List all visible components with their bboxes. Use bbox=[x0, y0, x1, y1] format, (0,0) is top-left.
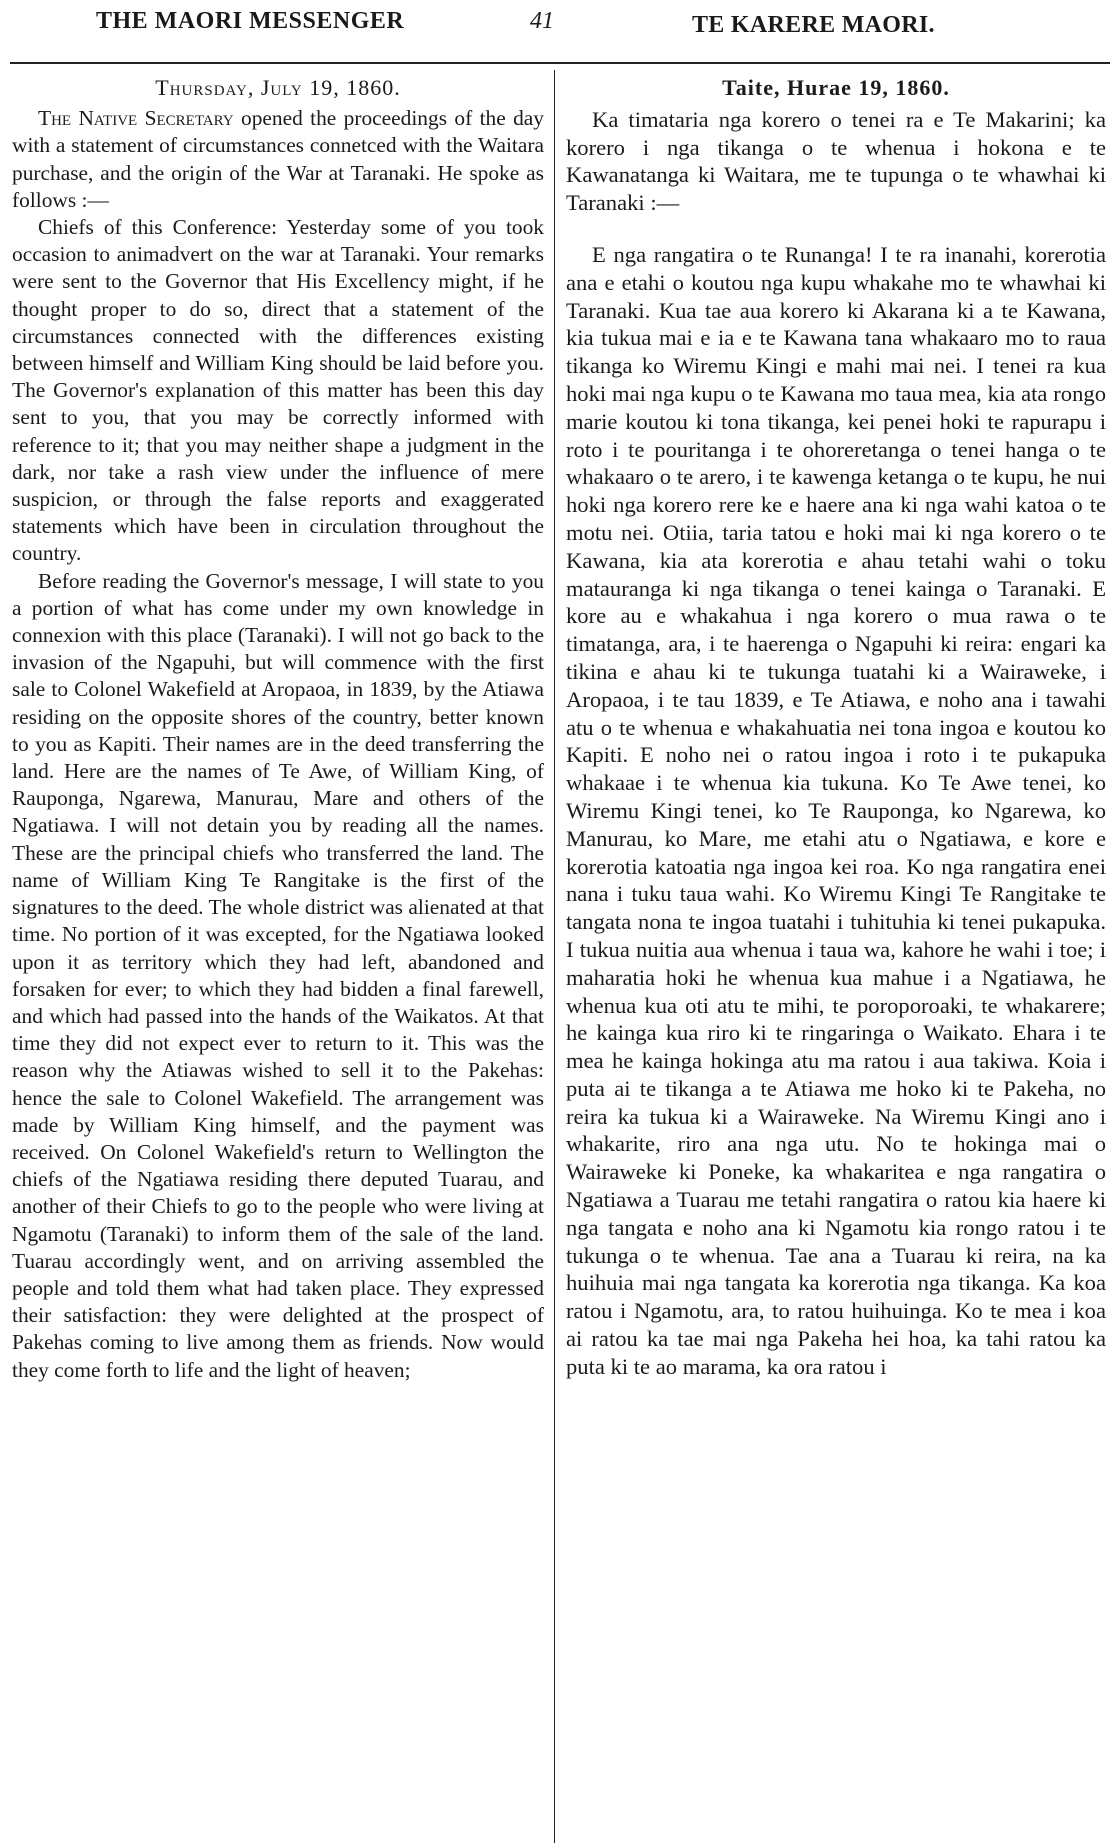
english-paragraph-1 bbox=[12, 105, 544, 214]
maori-paragraph-1: Ka timataria nga korero o tenei ra e Te Makarini; ka korero i nga tikanga o te whenua i hokona e te Kawanatanga ki Waitara, me te tupunga o te whawhai ki Taranaki :— bbox=[566, 106, 1106, 216]
english-dateline: Thursday, July 19, 1860. bbox=[155, 75, 401, 100]
english-paragraph-1-text: opened the proceedings of the day with a statement of circumstances connetced with the Waitara purchase, and the origin of the War at Taranaki. He spoke as follows :— bbox=[12, 106, 544, 212]
english-paragraph-2: Chiefs of this Conference: Yesterday some of you took occasion to animadvert on the war at Taranaki. Your remarks were sent to the Governor that His Excellency might, if he thought proper to do so, direct that a statement of the circumstances connected with the differences existing between himself and William King should be laid before you. The Governor's explanation of this matter has been this day sent to you, that you may be correctly informed with reference to it; that you may neither shape a judgment in the dark, nor take a rash view under the influence of mere suspicion, or through the false reports and exaggerated statements which have been in circulation throughout the country. bbox=[12, 215, 544, 566]
maori-column bbox=[566, 72, 1106, 1381]
maori-dateline: Taite, Hurae 19, 1860. bbox=[722, 75, 950, 100]
page-number: 41 bbox=[530, 8, 554, 34]
paragraph-gap bbox=[566, 217, 1106, 241]
masthead-english: THE MAORI MESSENGER bbox=[96, 8, 405, 34]
english-lead-smallcaps: The Native Secretary bbox=[38, 106, 234, 131]
page-header bbox=[0, 0, 1114, 56]
column-divider bbox=[554, 70, 555, 1843]
maori-paragraph-2: E nga rangatira o te Runanga! I te ra inanahi, korerotia ana e etahi o koutou nga kupu whakahe mo te whawhai ki Taranaki. Kua tae aua korero ki Akarana ki a te Kawana, kia tukua mai e ia e te Kawana tana whakaaro mo to raua tikanga ko Wiremu Kingi e mahi mai nei. I tenei ra kua hoki mai nga kupu o te Kawana mo taua mea, kia ata rongo marie koutou ki tona tikanga, kei penei hoki te rapurapu i roto i te pouritanga i te ohoreretanga o tenei hanga o te whakaaro o te arero, i te kawenga ketanga o te kupu, he nui hoki nga korero rere ke e haere ana ki nga wahi katoa o te motu nei. Otiia, taria tatou e hoki mai ki nga korero o te Kawana, kia ata korerotia e ahau tetahi wahi o toku matauranga ki nga tikanga o tenei kainga o Taranaki. E kore au e whakahua i nga korero o mua rawa o te timatanga, ara, i te haerenga o Ngapuhi ki reira: engari ka tikina e ahau ki te tukunga tuatahi ki a Wairaweke, i Aropaoa, i te tau 1839, e Te Atiawa, e noho ana i tawahi atu o te whenua e whakahuatia nei tona ingoa e koutou ko Kapiti. E noho nei o ratou ingoa i roto i te pukapuka whakaae i te whenua kia tukuna. Ko Te Awe tenei, ko Wiremu Kingi tenei, ko Te Rauponga, ko Ngarewa, ko Manurau, ko Mare, me etahi atu o Ngatiawa, e kore e korerotia katoatia nga ingoa kei roa. Ko nga rangatira enei nana i tuku taua wahi. Ko Wiremu Kingi Te Rangitake te tangata nona te ingoa tuatahi i tuhituhia ki tenei pukapuka. I tukua nuitia aua whenua i taua wa, kahore he wahi i toe; i maharatia hoki he whenua kua mahue i a Ngatiawa, he whenua kua oti atu te mihi, te poroporoaki, te whakarere; he kainga kua riro ki te ringaringa o Waikato. Ehara i te mea he kainga hokinga atu ma ratou i aua takiwa. Koia i puta ai te tikanga a te Atiawa me hoko ki te Pakeha, no reira ka tukua ki a Wairaweke. Na Wiremu Kingi ano i whakarite, riro ana nga utu. No te hokinga mai o Wairaweke ki Poneke, ka whakaritea e nga rangatira o Ngatiawa a Tuarau me tetahi rangatira o ratou kia haere ki nga tangata e noho ana ki Ngamotu kia rongo ratou i te tukunga o te whenua. Tae ana a Tuarau ki reira, na ka huihuia mai nga tangata ka korerotia nga tikanga. Ka koa ratou i Ngamotu, ara, to ratou huihuinga. Ko te mea i koa ai ratou ka tae mai nga Pakeha hei hoa, ka tahi ratou ka puta ki te ao marama, ka ora ratou i bbox=[566, 241, 1106, 1379]
header-rule bbox=[10, 62, 1110, 64]
masthead-maori: TE KARERE MAORI. bbox=[692, 12, 935, 38]
english-paragraph-3: Before reading the Governor's message, I will state to you a portion of what has come under my own knowledge in connexion with this place (Taranaki). I will not go back to the invasion of the Ngapuhi, but will commence with the first sale to Colonel Wakefield at Aropaoa, in 1839, by the Atiawa residing on the opposite shores of the country, better known to you as Kapiti. Their names are in the deed transferring the land. Here are the names of Te Awe, of William King, of Rauponga, Ngarewa, Manurau, Mare and others of the Ngatiawa. I will not detain you by reading all the names. These are the principal chiefs who transferred the land. The name of William King Te Rangitake is the first of the signatures to the deed. The whole district was alienated at that time. No portion of it was excepted, for the Ngatiawa looked upon it as territory which they had left, abandoned and forsaken for ever; to which they had bidden a final farewell, and which had passed into the hands of the Waikatos. At that time they did not expect ever to return to it. This was the reason why the Atiawas wished to sell it to the Pakehas: hence the sale to Colonel Wakefield. The arrangement was made by William King himself, and the payment was received. On Colonel Wakefield's return to Wellington the chiefs of the Ngatiawa residing there deputed Tuarau, and another of their Chiefs to go to the people who were living at Ngamotu (Taranaki) to inform them of the sale of the land. Tuarau accordingly went, and on arriving assembled the people and told them what had taken place. They expressed their satisfaction: they were delighted at the prospect of Pakehas coming to live among them as friends. Now would they come forth to life and the light of heaven; bbox=[12, 568, 544, 1382]
english-column bbox=[12, 72, 544, 1384]
